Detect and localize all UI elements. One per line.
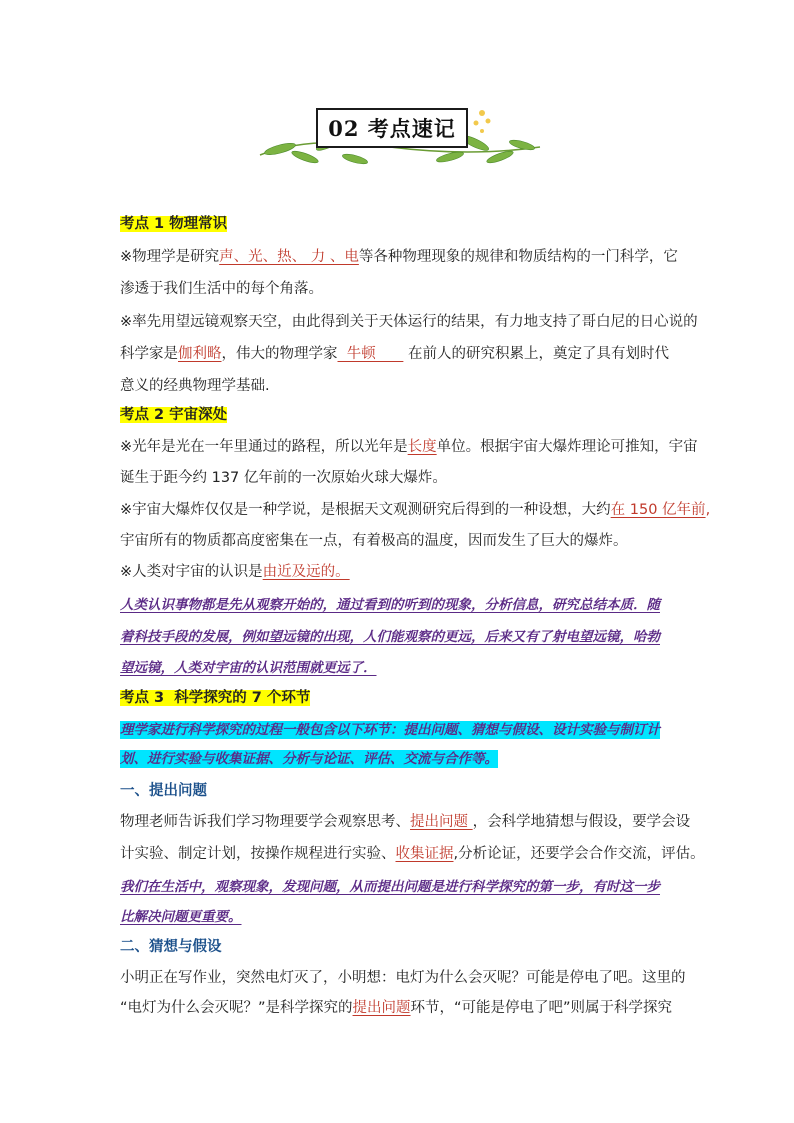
emphasis-line: 我们在生活中，观察现象，发现问题，从而提出问题是进行科学探究的第一步，有时这一步	[120, 879, 660, 895]
paragraph: ※率先用望远镜观察天空，由此得到关于天体运行的结果，有力地支持了哥白尼的日心说的	[120, 314, 698, 330]
paragraph: 计实验、制定计划，按操作规程进行实验、收集证据,分析论证，还要学会合作交流，评估。	[120, 846, 705, 862]
paragraph: 诞生于距今约 137 亿年前的一次原始火球大爆炸。	[120, 470, 447, 486]
emphasis-line: 比解决问题更重要。	[120, 909, 242, 925]
paragraph: “电灯为什么会灭呢？”是科学探究的提出问题环节，“可能是停电了吧”则属于科学探究	[120, 1000, 673, 1016]
paragraph: 宇宙所有的物质都高度密集在一点，有着极高的温度，因而发生了巨大的爆炸。	[120, 533, 628, 549]
section-heading-1: 考点 1 物理常识	[120, 216, 228, 232]
section-heading-2: 考点 2 宇宙深处	[120, 407, 228, 423]
paragraph: 物理老师告诉我们学习物理要学会观察思考、提出问题 ，会科学地猜想与假设，要学会设	[120, 814, 691, 830]
emphasis-line: 着科技手段的发展，例如望远镜的出现，人们能观察的更远，后来又有了射电望远镜，哈勃	[120, 629, 660, 645]
subheading-1: 一、提出问题	[120, 783, 207, 799]
page-title: 02 考点速记	[316, 108, 468, 148]
paragraph: ※光年是光在一年里通过的路程，所以光年是长度单位。根据宇宙大爆炸理论可推知，宇宙	[120, 439, 698, 455]
paragraph: 意义的经典物理学基础.	[120, 378, 270, 394]
paragraph: ※人类对宇宙的认识是由近及远的。	[120, 564, 350, 580]
paragraph: ※宇宙大爆炸仅仅是一种学说，是根据天文观测研究后得到的一种设想，大约在 150 亿年前,	[120, 502, 711, 518]
paragraph: 科学家是伽利略，伟大的物理学家 牛顿 在前人的研究积累上，奠定了具有划时代	[120, 346, 669, 362]
emphasis-line: 人类认识事物都是先从观察开始的，通过看到的听到的现象，分析信息，研究总结本质．随	[120, 597, 660, 613]
paragraph: 小明正在写作业，突然电灯灭了，小明想：电灯为什么会灭呢？可能是停电了吧。这里的	[120, 970, 686, 986]
highlight-line: 划、进行实验与收集证据、分析与论证、评估、交流与合作等。	[120, 751, 498, 767]
emphasis-line: 望远镜，人类对宇宙的认识范围就更远了．	[120, 660, 377, 676]
highlight-line: 理学家进行科学探究的过程一般包含以下环节：提出问题、猜想与假设、设计实验与制订计	[120, 722, 660, 738]
paragraph: 渗透于我们生活中的每个角落。	[120, 281, 323, 297]
subheading-2: 二、猜想与假设	[120, 939, 222, 955]
paragraph: ※物理学是研究声、光、热、 力 、电等各种物理现象的规律和物质结构的一门科学，它	[120, 249, 678, 265]
section-heading-3: 考点 3 科学探究的 7 个环节	[120, 690, 311, 706]
